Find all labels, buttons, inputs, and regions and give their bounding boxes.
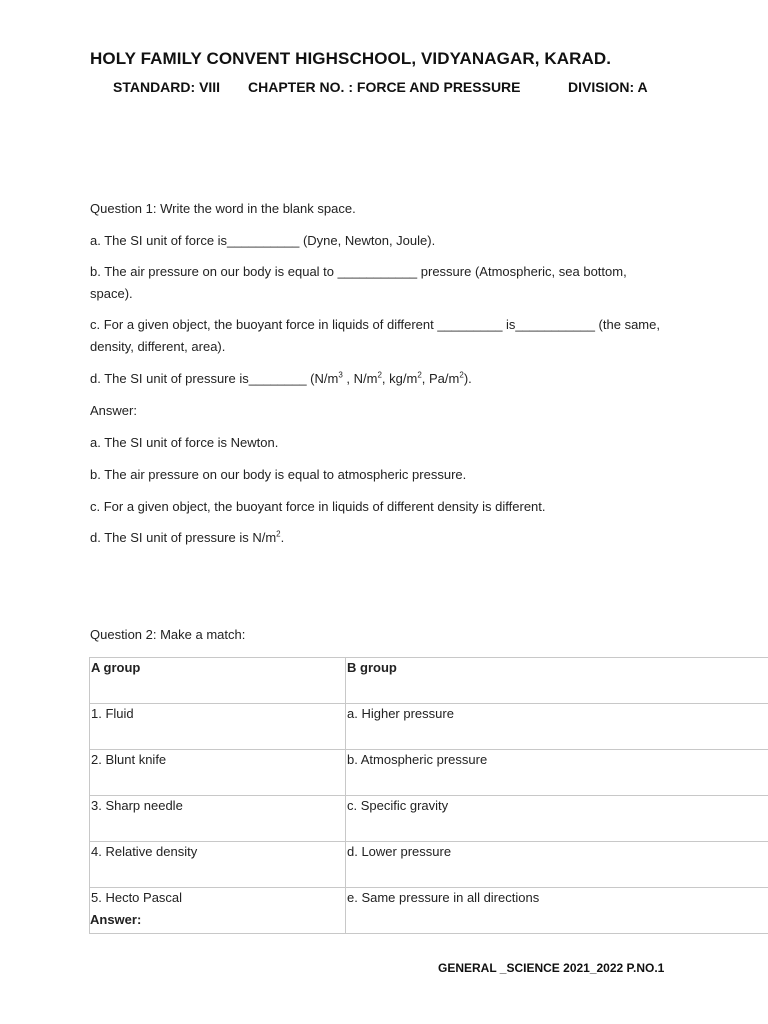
question-1-title: Question 1: Write the word in the blank space. [90,201,356,216]
page-footer: GENERAL _SCIENCE 2021_2022 P.NO.1 [438,961,665,975]
question-1c: c. For a given object, the buoyant force in liquids of different _________ is___________ (the same, density, different, area). [90,317,660,354]
table-header-row [90,658,768,704]
q1d-sep-1: , N/m [342,371,378,386]
q1d-end: ). [463,371,472,386]
q1d-sep-3: , Pa/m [421,371,460,386]
a1d-sup: 2 [276,529,281,539]
a-group-cell: 5. Hecto Pascal [90,888,346,934]
q1d-sup-4: 2 [459,370,464,380]
a-group-cell: 2. Blunt knife [90,750,346,796]
table-row [90,750,768,796]
q1d-sep-2: , kg/m [381,371,418,386]
answer-1b: b. The air pressure on our body is equal to atmospheric pressure. [90,467,467,482]
division-label: DIVISION: A [568,79,648,95]
b-group-cell: b. Atmospheric pressure [346,750,768,796]
a-group-cell: 4. Relative density [90,842,346,888]
question-1d [90,371,472,386]
answer-1c: c. For a given object, the buoyant force in liquids of different density is different. [90,499,546,514]
match-table [89,657,768,934]
answer-1d [90,530,284,545]
question-2-title: Question 2: Make a match: [90,627,246,642]
b-group-cell: e. Same pressure in all directions [346,888,768,934]
answer-1a: a. The SI unit of force is Newton. [90,435,279,450]
b-group-cell: a. Higher pressure [346,704,768,750]
table-row [90,842,768,888]
question-1a: a. The SI unit of force is__________ (Dyne, Newton, Joule). [90,233,436,248]
table-row [90,888,768,934]
b-group-cell: c. Specific gravity [346,796,768,842]
question-1b: b. The air pressure on our body is equal to ___________ pressure (Atmospheric, sea bottom, space). [90,264,627,301]
header-b-group: B group [346,658,768,704]
answer-1-label: Answer: [90,403,137,418]
school-title: HOLY FAMILY CONVENT HIGHSCHOOL, VIDYANAGAR, KARAD. [90,49,612,68]
a1d-end: . [280,530,285,545]
q1d-sup-3: 2 [417,370,422,380]
standard-label: STANDARD: VIII [113,79,221,95]
answer-2-label: Answer: [90,912,142,927]
b-group-cell: d. Lower pressure [346,842,768,888]
header-a-group: A group [90,658,346,704]
table-row [90,704,768,750]
q1d-sup-1: 3 [338,370,343,380]
a1d-prefix: d. The SI unit of pressure is N/m [90,530,277,545]
q1d-sup-2: 2 [377,370,382,380]
a-group-cell: 3. Sharp needle [90,796,346,842]
a-group-cell: 1. Fluid [90,704,346,750]
chapter-label: CHAPTER NO. : FORCE AND PRESSURE [248,79,521,95]
table-row [90,796,768,842]
q1d-prefix: d. The SI unit of pressure is________ (N/m [90,371,339,386]
